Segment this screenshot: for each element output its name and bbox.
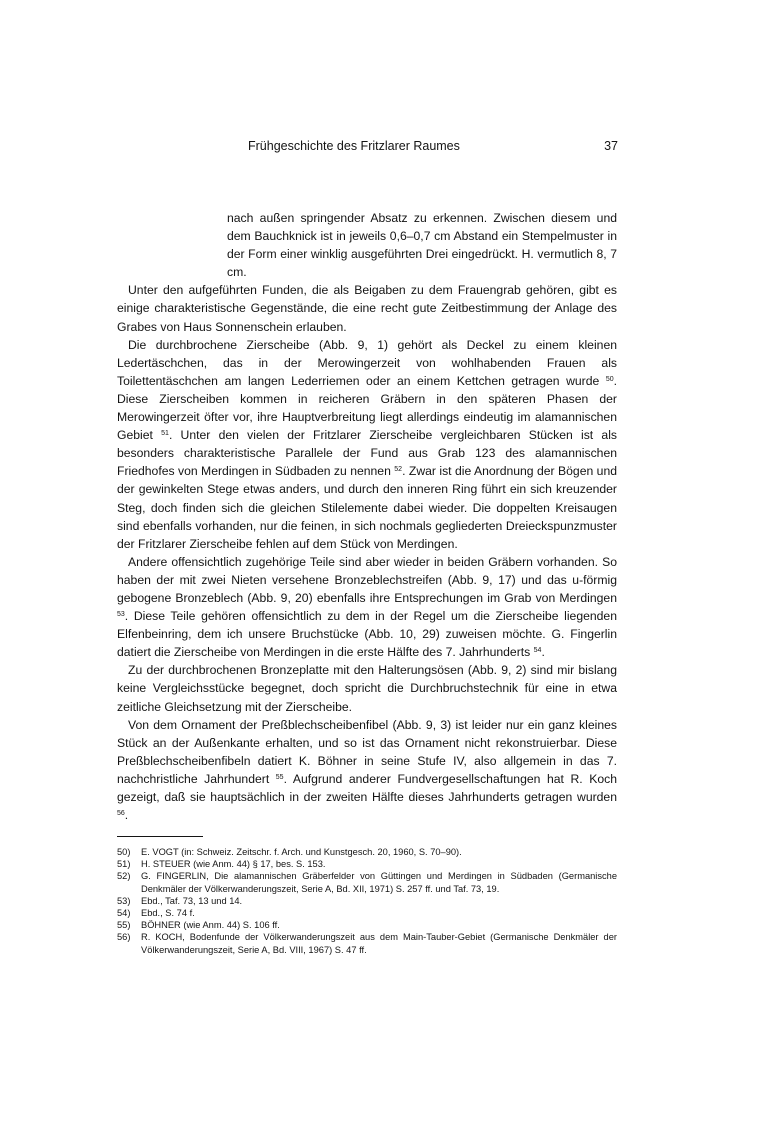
footnote-number: 53): [117, 895, 131, 906]
paragraph: [117, 336, 617, 553]
footnote-text: R. KOCH, Bodenfunde der Völkerwanderungszeit aus dem Main-Tauber-Gebiet (Germanische Denkmäler der Völkerwanderungszeit, Serie A, Bd. VIII, 1967) S. 47 ff.: [141, 932, 617, 955]
running-header: [248, 139, 618, 157]
footnote-number: 55): [117, 920, 131, 931]
footnote: [117, 846, 617, 858]
footnote-text: H. STEUER (wie Anm. 44) § 17, bes. S. 153.: [141, 859, 326, 870]
paragraph: [117, 281, 617, 335]
footnote-reference: 55: [275, 773, 284, 781]
paragraph: [117, 716, 617, 825]
paragraph-text: Andere offensichtlich zugehörige Teile sind aber wieder in beiden Gräbern vorhanden. So haben der mit zwei Nieten versehene Bronzeblechstreifen (Abb. 9, 17) und das u-förmig gebogene Bronzeblech (Abb. 9, 20) ebenfalls ihre Entsprechungen im Grab von Merdingen: [117, 554, 617, 605]
paragraph: [117, 553, 617, 662]
footnote-number: 56): [117, 932, 131, 943]
paragraph: [117, 661, 617, 715]
paragraph: [227, 209, 617, 281]
paragraph-text: .: [541, 645, 545, 660]
footnote-number: 51): [117, 859, 131, 870]
footnote-text: Ebd., Taf. 73, 13 und 14.: [141, 895, 243, 906]
running-title: Frühgeschichte des Fritzlarer Raumes: [248, 139, 460, 153]
paragraph-text: Zu der durchbrochenen Bronzeplatte mit den Halterungsösen (Abb. 9, 2) sind mir bislang keine Vergleichsstücke begegnet, doch spricht die Durchbruchstechnik für eine in etwa zeitliche Gleichsetzung mit der Zierscheibe.: [117, 663, 617, 714]
paragraph-text: . Diese Teile gehören offensichtlich zu dem in der Regel um die Zierscheibe liegenden Elfenbeinring, dem ich unsere Bruchstücke (Abb. 10, 29) zuweisen möchte. G. Fingerlin datiert die Zierscheibe von Merdingen in die erste Hälfte des 7. Jahrhunderts: [117, 609, 617, 660]
footnote-reference: 51: [161, 430, 169, 438]
footnote: [117, 870, 617, 894]
footnote-reference: 50: [605, 375, 614, 383]
body-text: [117, 209, 617, 824]
footnote: [117, 907, 617, 919]
footnote-number: 54): [117, 908, 131, 919]
paragraph-text: . Zwar ist die Anordnung der Bögen und der gewinkelten Stege etwas anders, und durch den inneren Ring führt ein sich kreuzender Steg, doch finden sich die gleichen Stilelemente dabei wieder. Die doppelten Kreisaugen sind ebenfalls vorhanden, nur die feinen, in sich nochmals gegliederten Dreieckspunzmuster der Fritzlarer Zierscheibe fehlen auf dem Stück von Merdingen.: [117, 464, 618, 551]
footnote-reference: 56: [117, 810, 125, 818]
footnote-text: G. FINGERLIN, Die alamannischen Gräberfelder von Güttingen und Merdingen in Südbaden (Germanische Denkmäler der Völkerwanderungszeit, Serie A, Bd. XII, 1971) S. 257 ff. und Taf. 73, 19.: [141, 871, 617, 894]
paragraph-text: Von dem Ornament der Preßblechscheibenfibel (Abb. 9, 3) ist leider nur ein ganz kleines Stück an der Außenkante erhalten, und so ist das Ornament nicht rekonstruierbar. Diese Preßblechscheibenfibeln datiert K. Böhner in seine Stufe IV, also allgemein in das 7. nachchristliche Jahrhundert: [117, 717, 617, 786]
footnote-reference: 53: [117, 611, 125, 619]
paragraph-text: . Aufgrund anderer Fundvergesellschaftungen hat R. Koch gezeigt, daß sie hauptsächlich in der zweiten Hälfte dieses Jahrhunderts getragen wurden: [117, 771, 617, 804]
footnote: [117, 931, 617, 955]
paragraph-text: nach außen springender Absatz zu erkennen. Zwischen diesem und dem Bauchknick ist in jeweils 0,6–0,7 cm Abstand ein Stempelmuster in der Form einer winklig ausgeführten Drei eingedrückt. H. vermutlich 8, 7 cm.: [227, 211, 617, 280]
paragraph-text: .: [124, 808, 129, 823]
footnote: [117, 858, 617, 870]
footnote-text: E. VOGT (in: Schweiz. Zeitschr. f. Arch. und Kunstgesch. 20, 1960, S. 70–90).: [141, 847, 462, 857]
footnote: [117, 895, 617, 907]
footnote-text: Ebd., S. 74 f.: [141, 908, 195, 919]
footnote-text: BÖHNER (wie Anm. 44) S. 106 ff.: [141, 920, 280, 931]
footnote: [117, 919, 617, 931]
footnotes: [117, 846, 617, 956]
footnote-divider: [117, 836, 203, 837]
paragraph-text: . Unter den vielen der Fritzlarer Zierscheibe vergleichbaren Stücken ist als besonders charakteristische Parallele der Fund aus Grab 123 des alamannischen Friedhofes von Merdingen in Südbaden zu nennen: [117, 428, 617, 479]
page-number: 37: [604, 139, 618, 153]
footnote-number: 50): [117, 847, 131, 857]
paragraph-text: Die durchbrochene Zierscheibe (Abb. 9, 1) gehört als Deckel zu einem kleinen Ledertäschchen, das in der Merowingerzeit von wohlhabenden Frauen als Toilettentäschchen am langen Lederriemen oder an einem Kettchen getragen wurde: [117, 337, 617, 388]
footnote-number: 52): [117, 871, 131, 882]
footnote-reference: 52: [394, 466, 403, 474]
paragraph-text: Unter den aufgeführten Funden, die als Beigaben zu dem Frauengrab gehören, gibt es einige charakteristische Gegenstände, die eine recht gute Zeitbestimmung der Anlage des Grabes von Haus Sonnenschein erlauben.: [117, 283, 617, 334]
footnote-reference: 54: [533, 647, 542, 655]
paragraph-text: . Diese Zierscheiben kommen in reicheren Gräbern in den späteren Phasen der Merowingerzeit öfter vor, ihre Hauptverbreitung liegt allerdings eindeutig im alamannischen Gebiet: [117, 373, 617, 443]
